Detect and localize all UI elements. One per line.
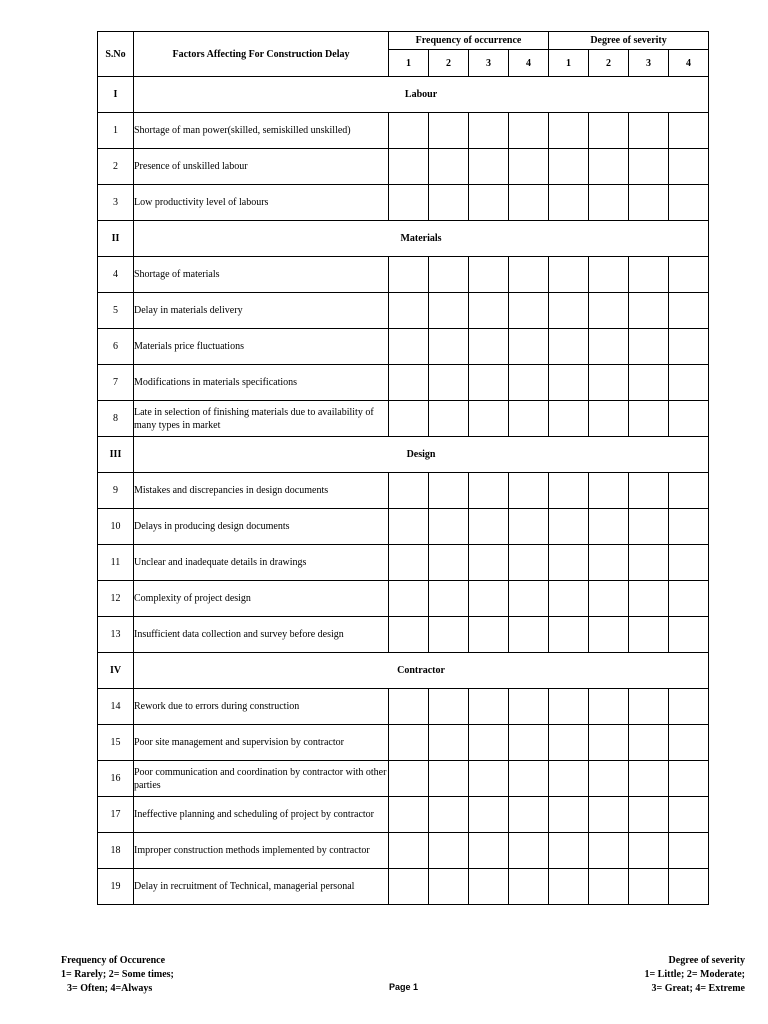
category-name: Contractor xyxy=(134,653,709,689)
row-number: 14 xyxy=(98,689,134,725)
severity-rating-cell[interactable] xyxy=(669,725,709,761)
severity-rating-cell[interactable] xyxy=(589,725,629,761)
severity-rating-cell[interactable] xyxy=(549,617,589,653)
severity-legend-title: Degree of severity xyxy=(668,955,745,966)
header-severity-scale: 3 xyxy=(629,50,669,77)
frequency-rating-cell[interactable] xyxy=(469,149,509,185)
frequency-legend-title: Frequency of Occurence xyxy=(61,955,166,966)
severity-rating-cell[interactable] xyxy=(549,833,589,869)
frequency-rating-cell[interactable] xyxy=(389,581,429,617)
header-frequency-scale: 1 xyxy=(389,50,429,77)
factor-label: Presence of unskilled labour xyxy=(134,149,389,185)
severity-rating-cell[interactable] xyxy=(629,293,669,329)
severity-rating-cell[interactable] xyxy=(669,401,709,437)
row-number: 8 xyxy=(98,401,134,437)
frequency-rating-cell[interactable] xyxy=(389,869,429,905)
frequency-rating-cell[interactable] xyxy=(509,833,549,869)
severity-rating-cell[interactable] xyxy=(669,473,709,509)
factor-label: Delay in materials delivery xyxy=(134,293,389,329)
category-row xyxy=(98,221,709,257)
row-number: 12 xyxy=(98,581,134,617)
frequency-rating-cell[interactable] xyxy=(429,113,469,149)
frequency-rating-cell[interactable] xyxy=(509,473,549,509)
severity-rating-cell[interactable] xyxy=(669,293,709,329)
frequency-rating-cell[interactable] xyxy=(509,545,549,581)
category-name: Labour xyxy=(134,77,709,113)
severity-rating-cell[interactable] xyxy=(669,869,709,905)
frequency-rating-cell[interactable] xyxy=(429,869,469,905)
category-number: II xyxy=(98,221,134,257)
severity-rating-cell[interactable] xyxy=(629,725,669,761)
severity-rating-cell[interactable] xyxy=(669,113,709,149)
severity-legend-line: 3= Great; 4= Extreme xyxy=(651,983,745,994)
severity-rating-cell[interactable] xyxy=(629,509,669,545)
frequency-rating-cell[interactable] xyxy=(469,833,509,869)
row-number: 17 xyxy=(98,797,134,833)
frequency-rating-cell[interactable] xyxy=(469,185,509,221)
survey-table xyxy=(97,31,709,905)
row-number: 3 xyxy=(98,185,134,221)
frequency-rating-cell[interactable] xyxy=(509,725,549,761)
frequency-rating-cell[interactable] xyxy=(389,545,429,581)
row-number: 5 xyxy=(98,293,134,329)
severity-rating-cell[interactable] xyxy=(669,149,709,185)
severity-rating-cell[interactable] xyxy=(549,761,589,797)
severity-rating-cell[interactable] xyxy=(589,617,629,653)
factor-label: Mistakes and discrepancies in design documents xyxy=(134,473,389,509)
frequency-rating-cell[interactable] xyxy=(469,329,509,365)
severity-rating-cell[interactable] xyxy=(589,581,629,617)
frequency-rating-cell[interactable] xyxy=(389,185,429,221)
frequency-rating-cell[interactable] xyxy=(509,581,549,617)
table-row xyxy=(98,545,709,581)
severity-rating-cell[interactable] xyxy=(629,689,669,725)
factor-label: Ineffective planning and scheduling of project by contractor xyxy=(134,797,389,833)
severity-rating-cell[interactable] xyxy=(589,401,629,437)
severity-rating-cell[interactable] xyxy=(549,329,589,365)
frequency-rating-cell[interactable] xyxy=(509,689,549,725)
header-severity-scale: 1 xyxy=(549,50,589,77)
severity-rating-cell[interactable] xyxy=(629,797,669,833)
table-row xyxy=(98,617,709,653)
factor-label: Shortage of man power(skilled, semiskilled unskilled) xyxy=(134,113,389,149)
row-number: 16 xyxy=(98,761,134,797)
severity-rating-cell[interactable] xyxy=(629,257,669,293)
severity-rating-cell[interactable] xyxy=(629,761,669,797)
frequency-rating-cell[interactable] xyxy=(429,581,469,617)
row-number: 2 xyxy=(98,149,134,185)
frequency-rating-cell[interactable] xyxy=(429,185,469,221)
severity-rating-cell[interactable] xyxy=(629,113,669,149)
severity-rating-cell[interactable] xyxy=(549,689,589,725)
frequency-rating-cell[interactable] xyxy=(469,869,509,905)
severity-rating-cell[interactable] xyxy=(669,797,709,833)
row-number: 9 xyxy=(98,473,134,509)
frequency-rating-cell[interactable] xyxy=(429,509,469,545)
category-number: III xyxy=(98,437,134,473)
frequency-rating-cell[interactable] xyxy=(469,797,509,833)
table-row xyxy=(98,149,709,185)
factor-label: Poor site management and supervision by contractor xyxy=(134,725,389,761)
frequency-rating-cell[interactable] xyxy=(389,365,429,401)
severity-rating-cell[interactable] xyxy=(669,617,709,653)
table-row xyxy=(98,257,709,293)
table-row xyxy=(98,473,709,509)
table-row xyxy=(98,293,709,329)
severity-rating-cell[interactable] xyxy=(669,329,709,365)
severity-rating-cell[interactable] xyxy=(589,473,629,509)
row-number: 10 xyxy=(98,509,134,545)
severity-rating-cell[interactable] xyxy=(629,617,669,653)
severity-rating-cell[interactable] xyxy=(589,365,629,401)
category-row xyxy=(98,437,709,473)
frequency-rating-cell[interactable] xyxy=(389,329,429,365)
table-row xyxy=(98,725,709,761)
frequency-rating-cell[interactable] xyxy=(429,401,469,437)
frequency-rating-cell[interactable] xyxy=(389,149,429,185)
category-name: Design xyxy=(134,437,709,473)
severity-rating-cell[interactable] xyxy=(589,293,629,329)
row-number: 15 xyxy=(98,725,134,761)
table-row xyxy=(98,797,709,833)
frequency-rating-cell[interactable] xyxy=(389,689,429,725)
frequency-rating-cell[interactable] xyxy=(429,293,469,329)
factor-label: Low productivity level of labours xyxy=(134,185,389,221)
frequency-rating-cell[interactable] xyxy=(429,545,469,581)
frequency-rating-cell[interactable] xyxy=(429,149,469,185)
frequency-rating-cell[interactable] xyxy=(509,329,549,365)
frequency-rating-cell[interactable] xyxy=(389,113,429,149)
severity-rating-cell[interactable] xyxy=(589,329,629,365)
severity-rating-cell[interactable] xyxy=(549,365,589,401)
severity-rating-cell[interactable] xyxy=(669,365,709,401)
category-number: I xyxy=(98,77,134,113)
frequency-rating-cell[interactable] xyxy=(469,689,509,725)
severity-rating-cell[interactable] xyxy=(549,869,589,905)
factor-label: Rework due to errors during construction xyxy=(134,689,389,725)
header-factor: Factors Affecting For Construction Delay xyxy=(134,32,389,77)
row-number: 6 xyxy=(98,329,134,365)
table-row xyxy=(98,365,709,401)
severity-rating-cell[interactable] xyxy=(629,401,669,437)
table-row xyxy=(98,581,709,617)
frequency-rating-cell[interactable] xyxy=(389,797,429,833)
frequency-rating-cell[interactable] xyxy=(469,113,509,149)
frequency-legend-line: 1= Rarely; 2= Some times; xyxy=(61,969,174,980)
frequency-rating-cell[interactable] xyxy=(389,617,429,653)
frequency-rating-cell[interactable] xyxy=(469,617,509,653)
severity-rating-cell[interactable] xyxy=(589,509,629,545)
frequency-rating-cell[interactable] xyxy=(389,761,429,797)
severity-rating-cell[interactable] xyxy=(549,185,589,221)
severity-rating-cell[interactable] xyxy=(589,185,629,221)
header-frequency-scale: 2 xyxy=(429,50,469,77)
severity-rating-cell[interactable] xyxy=(549,473,589,509)
frequency-rating-cell[interactable] xyxy=(429,725,469,761)
severity-rating-cell[interactable] xyxy=(629,869,669,905)
table-row xyxy=(98,401,709,437)
table-row xyxy=(98,113,709,149)
severity-rating-cell[interactable] xyxy=(549,725,589,761)
frequency-rating-cell[interactable] xyxy=(509,869,549,905)
frequency-rating-cell[interactable] xyxy=(509,761,549,797)
table-row xyxy=(98,329,709,365)
severity-rating-cell[interactable] xyxy=(629,149,669,185)
frequency-rating-cell[interactable] xyxy=(469,581,509,617)
row-number: 7 xyxy=(98,365,134,401)
frequency-rating-cell[interactable] xyxy=(389,833,429,869)
severity-rating-cell[interactable] xyxy=(589,113,629,149)
frequency-rating-cell[interactable] xyxy=(389,473,429,509)
frequency-rating-cell[interactable] xyxy=(469,257,509,293)
frequency-rating-cell[interactable] xyxy=(509,509,549,545)
factor-label: Delays in producing design documents xyxy=(134,509,389,545)
frequency-rating-cell[interactable] xyxy=(469,725,509,761)
severity-rating-cell[interactable] xyxy=(669,689,709,725)
frequency-rating-cell[interactable] xyxy=(509,401,549,437)
header-severity-scale: 2 xyxy=(589,50,629,77)
frequency-rating-cell[interactable] xyxy=(469,401,509,437)
severity-rating-cell[interactable] xyxy=(669,185,709,221)
severity-rating-cell[interactable] xyxy=(549,545,589,581)
severity-rating-cell[interactable] xyxy=(669,581,709,617)
factor-label: Shortage of materials xyxy=(134,257,389,293)
factor-label: Complexity of project design xyxy=(134,581,389,617)
frequency-rating-cell[interactable] xyxy=(509,113,549,149)
frequency-rating-cell[interactable] xyxy=(469,761,509,797)
severity-rating-cell[interactable] xyxy=(549,581,589,617)
severity-rating-cell[interactable] xyxy=(549,113,589,149)
severity-rating-cell[interactable] xyxy=(669,833,709,869)
severity-rating-cell[interactable] xyxy=(589,149,629,185)
frequency-rating-cell[interactable] xyxy=(429,797,469,833)
frequency-rating-cell[interactable] xyxy=(429,761,469,797)
table-row xyxy=(98,761,709,797)
header-frequency-scale: 4 xyxy=(509,50,549,77)
severity-rating-cell[interactable] xyxy=(589,761,629,797)
frequency-rating-cell[interactable] xyxy=(429,617,469,653)
frequency-rating-cell[interactable] xyxy=(509,293,549,329)
row-number: 11 xyxy=(98,545,134,581)
row-number: 19 xyxy=(98,869,134,905)
table-row xyxy=(98,689,709,725)
severity-rating-cell[interactable] xyxy=(589,257,629,293)
category-row xyxy=(98,77,709,113)
severity-rating-cell[interactable] xyxy=(669,761,709,797)
severity-rating-cell[interactable] xyxy=(589,869,629,905)
severity-rating-cell[interactable] xyxy=(629,365,669,401)
header-severity: Degree of severity xyxy=(549,32,709,50)
frequency-rating-cell[interactable] xyxy=(469,473,509,509)
table-row xyxy=(98,869,709,905)
table-row xyxy=(98,509,709,545)
frequency-rating-cell[interactable] xyxy=(429,689,469,725)
frequency-rating-cell[interactable] xyxy=(469,293,509,329)
frequency-rating-cell[interactable] xyxy=(509,257,549,293)
frequency-rating-cell[interactable] xyxy=(389,257,429,293)
severity-rating-cell[interactable] xyxy=(669,509,709,545)
severity-rating-cell[interactable] xyxy=(549,509,589,545)
severity-legend-line: 1= Little; 2= Moderate; xyxy=(644,969,745,980)
row-number: 4 xyxy=(98,257,134,293)
factor-label: Insufficient data collection and survey before design xyxy=(134,617,389,653)
severity-rating-cell[interactable] xyxy=(589,689,629,725)
header-severity-scale: 4 xyxy=(669,50,709,77)
frequency-rating-cell[interactable] xyxy=(509,797,549,833)
header-frequency: Frequency of occurrence xyxy=(389,32,549,50)
table-row xyxy=(98,833,709,869)
frequency-rating-cell[interactable] xyxy=(429,473,469,509)
factor-label: Late in selection of finishing materials due to availability of many types in market xyxy=(134,401,389,437)
frequency-rating-cell[interactable] xyxy=(429,365,469,401)
severity-rating-cell[interactable] xyxy=(629,329,669,365)
category-number: IV xyxy=(98,653,134,689)
severity-rating-cell[interactable] xyxy=(549,149,589,185)
factor-label: Improper construction methods implemented by contractor xyxy=(134,833,389,869)
frequency-rating-cell[interactable] xyxy=(469,545,509,581)
factor-label: Unclear and inadequate details in drawings xyxy=(134,545,389,581)
severity-legend xyxy=(644,954,745,996)
severity-rating-cell[interactable] xyxy=(589,545,629,581)
frequency-rating-cell[interactable] xyxy=(509,149,549,185)
frequency-rating-cell[interactable] xyxy=(389,725,429,761)
frequency-rating-cell[interactable] xyxy=(429,329,469,365)
category-row xyxy=(98,653,709,689)
severity-rating-cell[interactable] xyxy=(629,581,669,617)
frequency-rating-cell[interactable] xyxy=(389,293,429,329)
severity-rating-cell[interactable] xyxy=(629,473,669,509)
frequency-rating-cell[interactable] xyxy=(389,509,429,545)
table-body xyxy=(98,77,709,905)
frequency-rating-cell[interactable] xyxy=(509,617,549,653)
row-number: 13 xyxy=(98,617,134,653)
frequency-rating-cell[interactable] xyxy=(389,401,429,437)
frequency-rating-cell[interactable] xyxy=(469,509,509,545)
frequency-rating-cell[interactable] xyxy=(429,833,469,869)
category-name: Materials xyxy=(134,221,709,257)
header-frequency-scale: 3 xyxy=(469,50,509,77)
frequency-rating-cell[interactable] xyxy=(469,365,509,401)
row-number: 18 xyxy=(98,833,134,869)
severity-rating-cell[interactable] xyxy=(629,833,669,869)
page-number: Page 1 xyxy=(389,982,419,992)
severity-rating-cell[interactable] xyxy=(549,257,589,293)
frequency-legend xyxy=(61,954,174,996)
severity-rating-cell[interactable] xyxy=(589,797,629,833)
severity-rating-cell[interactable] xyxy=(549,797,589,833)
table-row xyxy=(98,185,709,221)
row-number: 1 xyxy=(98,113,134,149)
severity-rating-cell[interactable] xyxy=(629,185,669,221)
factor-label: Poor communication and coordination by contractor with other parties xyxy=(134,761,389,797)
frequency-legend-line: 3= Often; 4=Always xyxy=(67,983,153,994)
frequency-rating-cell[interactable] xyxy=(509,185,549,221)
factor-label: Delay in recruitment of Technical, managerial personal xyxy=(134,869,389,905)
severity-rating-cell[interactable] xyxy=(629,545,669,581)
severity-rating-cell[interactable] xyxy=(589,833,629,869)
severity-rating-cell[interactable] xyxy=(549,293,589,329)
factor-label: Materials price fluctuations xyxy=(134,329,389,365)
severity-rating-cell[interactable] xyxy=(669,257,709,293)
severity-rating-cell[interactable] xyxy=(549,401,589,437)
frequency-rating-cell[interactable] xyxy=(429,257,469,293)
factor-label: Modifications in materials specifications xyxy=(134,365,389,401)
severity-rating-cell[interactable] xyxy=(669,545,709,581)
frequency-rating-cell[interactable] xyxy=(509,365,549,401)
header-sno: S.No xyxy=(98,32,134,77)
